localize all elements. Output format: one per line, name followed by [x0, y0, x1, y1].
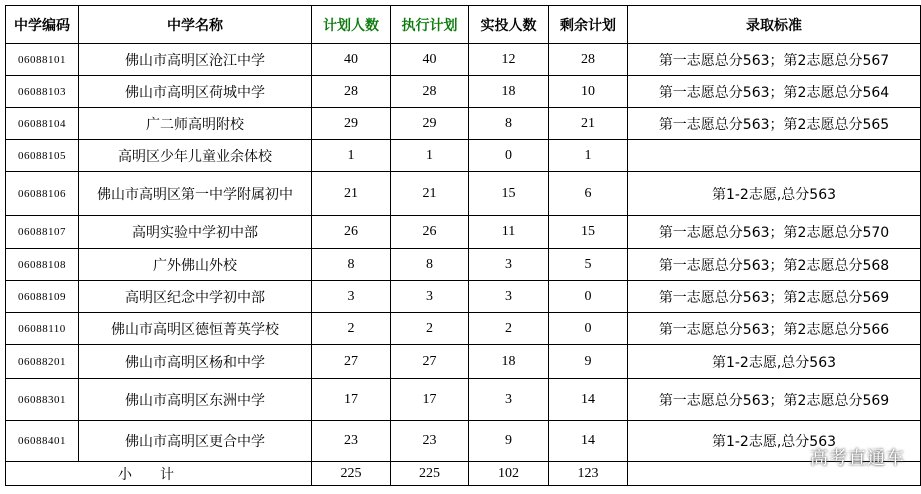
school-name: 佛山市高明区更合中学: [79, 421, 312, 462]
subtotal-row: [6, 462, 921, 486]
subtotal-exec: 225: [391, 462, 469, 486]
admission-standard: 第一志愿总分563；第2志愿总分569: [628, 379, 921, 421]
admission-standard: 第一志愿总分563；第2志愿总分564: [628, 76, 921, 108]
header-row: [6, 6, 921, 44]
table-row: [6, 345, 921, 379]
admission-standard: 第一志愿总分563；第2志愿总分566: [628, 313, 921, 345]
table-row: [6, 216, 921, 249]
school-code: 06088201: [6, 345, 79, 379]
remaining-plan: 15: [549, 216, 628, 249]
header-name: 中学名称: [79, 6, 312, 44]
school-code: 06088110: [6, 313, 79, 345]
actual-count: 3: [469, 281, 549, 313]
plan-count: 8: [312, 249, 391, 281]
admission-standard: [628, 140, 921, 172]
header-remaining: 剩余计划: [549, 6, 628, 44]
exec-plan: 2: [391, 313, 469, 345]
header-standard: 录取标准: [628, 6, 921, 44]
table-row: [6, 44, 921, 76]
school-name: 佛山市高明区德恒菁英学校: [79, 313, 312, 345]
plan-count: 2: [312, 313, 391, 345]
remaining-plan: 1: [549, 140, 628, 172]
exec-plan: 17: [391, 379, 469, 421]
admission-standard: 第一志愿总分563；第2志愿总分567: [628, 44, 921, 76]
admission-standard: 第一志愿总分563；第2志愿总分569: [628, 281, 921, 313]
remaining-plan: 5: [549, 249, 628, 281]
actual-count: 3: [469, 249, 549, 281]
plan-count: 23: [312, 421, 391, 462]
actual-count: 18: [469, 345, 549, 379]
remaining-plan: 21: [549, 108, 628, 140]
remaining-plan: 10: [549, 76, 628, 108]
school-code: 06088301: [6, 379, 79, 421]
plan-count: 29: [312, 108, 391, 140]
plan-count: 17: [312, 379, 391, 421]
exec-plan: 28: [391, 76, 469, 108]
remaining-plan: 6: [549, 172, 628, 216]
school-code: 06088109: [6, 281, 79, 313]
plan-count: 21: [312, 172, 391, 216]
school-code: 06088105: [6, 140, 79, 172]
plan-count: 27: [312, 345, 391, 379]
school-code: 06088104: [6, 108, 79, 140]
table-row: [6, 379, 921, 421]
school-name: 广二师高明附校: [79, 108, 312, 140]
header-plan: 计划人数: [312, 6, 391, 44]
exec-plan: 40: [391, 44, 469, 76]
plan-count: 3: [312, 281, 391, 313]
header-actual: 实投人数: [469, 6, 549, 44]
school-code: 06088106: [6, 172, 79, 216]
admission-standard: 第1-2志愿,总分563: [628, 172, 921, 216]
exec-plan: 26: [391, 216, 469, 249]
school-code: 06088103: [6, 76, 79, 108]
exec-plan: 23: [391, 421, 469, 462]
table-row: [6, 281, 921, 313]
exec-plan: 29: [391, 108, 469, 140]
school-code: 06088107: [6, 216, 79, 249]
subtotal-remaining: 123: [549, 462, 628, 486]
school-code: 06088401: [6, 421, 79, 462]
remaining-plan: 9: [549, 345, 628, 379]
school-name: 高明区纪念中学初中部: [79, 281, 312, 313]
subtotal-plan: 225: [312, 462, 391, 486]
subtotal-label: 小 计: [6, 462, 312, 486]
table-row: [6, 249, 921, 281]
exec-plan: 3: [391, 281, 469, 313]
actual-count: 15: [469, 172, 549, 216]
exec-plan: 8: [391, 249, 469, 281]
actual-count: 3: [469, 379, 549, 421]
subtotal-actual: 102: [469, 462, 549, 486]
school-name: 佛山市高明区东洲中学: [79, 379, 312, 421]
remaining-plan: 14: [549, 421, 628, 462]
actual-count: 2: [469, 313, 549, 345]
remaining-plan: 0: [549, 281, 628, 313]
remaining-plan: 0: [549, 313, 628, 345]
school-name: 佛山市高明区杨和中学: [79, 345, 312, 379]
actual-count: 8: [469, 108, 549, 140]
actual-count: 11: [469, 216, 549, 249]
school-name: 高明区少年儿童业余体校: [79, 140, 312, 172]
remaining-plan: 28: [549, 44, 628, 76]
table-row: [6, 140, 921, 172]
header-exec: 执行计划: [391, 6, 469, 44]
school-name: 佛山市高明区荷城中学: [79, 76, 312, 108]
admission-standard: 第一志愿总分563；第2志愿总分570: [628, 216, 921, 249]
admission-standard: 第1-2志愿,总分563: [628, 421, 921, 462]
admission-table: [5, 5, 921, 486]
table-row: [6, 172, 921, 216]
school-name: 佛山市高明区第一中学附属初中: [79, 172, 312, 216]
school-code: 06088108: [6, 249, 79, 281]
table-row: [6, 313, 921, 345]
exec-plan: 27: [391, 345, 469, 379]
actual-count: 0: [469, 140, 549, 172]
remaining-plan: 14: [549, 379, 628, 421]
school-code: 06088101: [6, 44, 79, 76]
school-name: 广外佛山外校: [79, 249, 312, 281]
plan-count: 40: [312, 44, 391, 76]
exec-plan: 1: [391, 140, 469, 172]
school-name: 佛山市高明区沧江中学: [79, 44, 312, 76]
admission-standard: 第一志愿总分563；第2志愿总分565: [628, 108, 921, 140]
actual-count: 12: [469, 44, 549, 76]
actual-count: 18: [469, 76, 549, 108]
table-row: [6, 421, 921, 462]
admission-standard: 第一志愿总分563；第2志愿总分568: [628, 249, 921, 281]
plan-count: 1: [312, 140, 391, 172]
table-row: [6, 76, 921, 108]
actual-count: 9: [469, 421, 549, 462]
admission-standard: 第1-2志愿,总分563: [628, 345, 921, 379]
plan-count: 28: [312, 76, 391, 108]
school-name: 高明实验中学初中部: [79, 216, 312, 249]
exec-plan: 21: [391, 172, 469, 216]
plan-count: 26: [312, 216, 391, 249]
watermark: 高考直通车: [810, 448, 905, 469]
header-code: 中学编码: [6, 6, 79, 44]
table-row: [6, 108, 921, 140]
